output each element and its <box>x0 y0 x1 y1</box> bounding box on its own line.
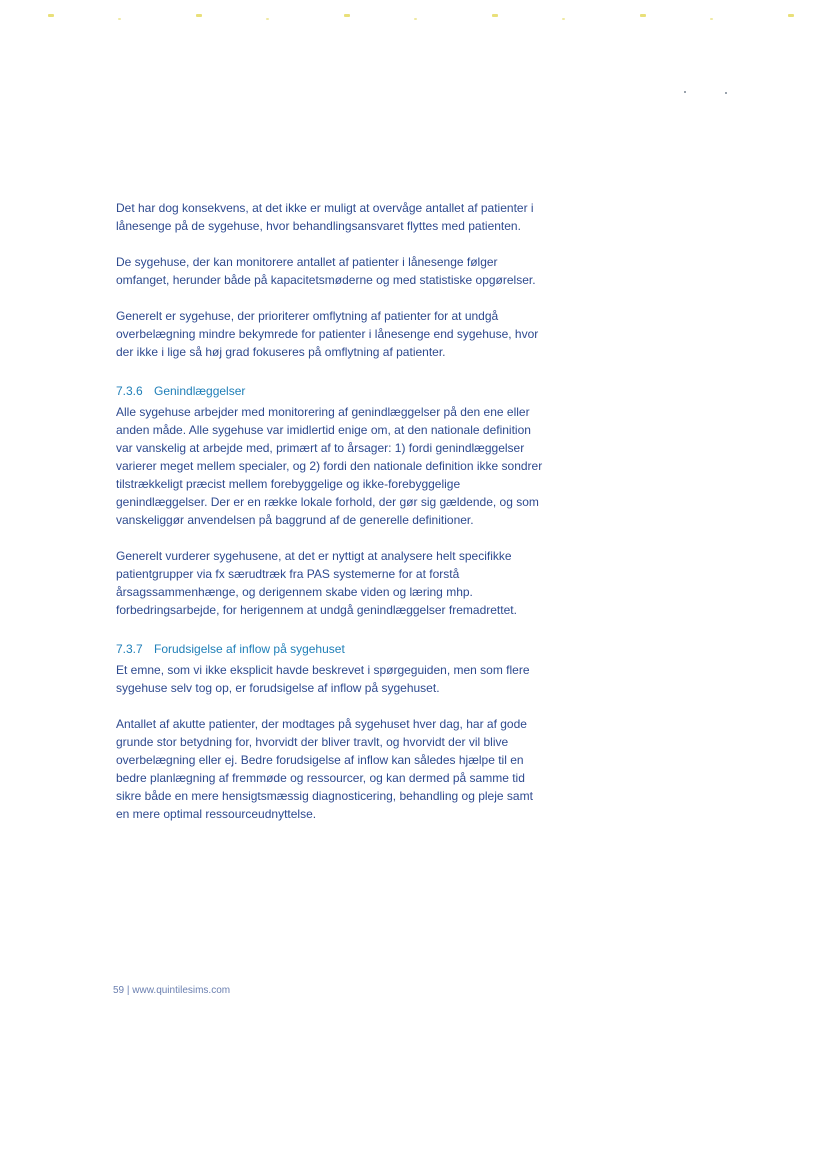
footer-website-link[interactable]: www.quintilesims.com <box>132 985 231 996</box>
scan-mark <box>118 18 121 20</box>
scan-mark <box>710 18 713 20</box>
scan-mark <box>344 14 350 17</box>
paragraph: Antallet af akutte patienter, der modtages på sygehuset hver dag, har af gode grunde stor betydning for, hvorvidt der bliver travlt, og hvorvidt der vil blive overbelægning eller ej. Bedre forudsigelse af inflow kan således hjælpe til en bedre planlægning af fremmøde og ressourcer, og kan dermed på samme tid sikre både en mere hensigtsmæssig diagnosticering, behandling og pleje samt en mere optimal ressourceudnyttelse. <box>116 717 533 821</box>
section-heading-7-3-7 <box>116 640 546 658</box>
paragraph: Et emne, som vi ikke eksplicit havde beskrevet i spørgeguiden, men som flere sygehuse selv tog op, er forudsigelse af inflow på sygehuset. <box>116 663 530 695</box>
section-title: Genindlæggelser <box>154 384 246 398</box>
scan-mark <box>266 18 269 20</box>
paragraph: Alle sygehuse arbejder med monitorering af genindlæggelser på den ene eller anden måde. Alle sygehuse var imidlertid enige om, at den nationale definition var vanskelig at arbejde med, primært af to årsager: 1) fordi genindlæggelser varierer meget mellem specialer, og 2) fordi den nationale definition ikke sondrer tilstrækkeligt præcist mellem forebyggelige og ikke-forebyggelige genindlæggelser. Der er en række lokale forhold, der gør sig gældende, og som vanskeliggør anvendelsen på baggrund af de generelle definitioner. <box>116 405 543 527</box>
page-footer <box>113 984 230 998</box>
body-content <box>116 199 546 841</box>
section-number: 7.3.6 <box>116 384 143 398</box>
paragraph: Generelt er sygehuse, der prioriterer omflytning af patienter for at undgå overbelægning mindre bekymrede for patienter i lånesenge end sygehuse, hvor der ikke i lige så høj grad fokuseres på omflytning af patienter. <box>116 309 539 359</box>
paragraph: Det har dog konsekvens, at det ikke er muligt at overvåge antallet af patienter i lånesenge på de sygehuse, hvor behandlingsansvaret flyttes med patienten. <box>116 201 534 233</box>
section-heading-7-3-6 <box>116 382 546 400</box>
scan-mark <box>788 14 794 17</box>
scan-mark <box>196 14 202 17</box>
scan-edge-marks <box>0 14 828 22</box>
scan-mark <box>492 14 498 17</box>
section-number: 7.3.7 <box>116 642 143 656</box>
footer-separator: | <box>126 985 130 996</box>
scan-mark <box>48 14 54 17</box>
scan-speck <box>684 91 686 93</box>
scan-mark <box>562 18 565 20</box>
section-title: Forudsigelse af inflow på sygehuset <box>154 642 345 656</box>
paragraph: De sygehuse, der kan monitorere antallet af patienter i lånesenge følger omfanget, herunder både på kapacitetsmøderne og med statistiske opgørelser. <box>116 255 536 287</box>
scan-mark <box>414 18 417 20</box>
scan-mark <box>640 14 646 17</box>
page-number: 59 <box>113 985 125 996</box>
paragraph: Generelt vurderer sygehusene, at det er nyttigt at analysere helt specifikke patientgrupper via fx særudtræk fra PAS systemerne for at forstå årsagssammenhænge, og derigennem skabe viden og læring mhp. forbedringsarbejde, for herigennem at undgå genindlæggelser fremadrettet. <box>116 549 517 617</box>
scan-speck <box>725 92 727 94</box>
